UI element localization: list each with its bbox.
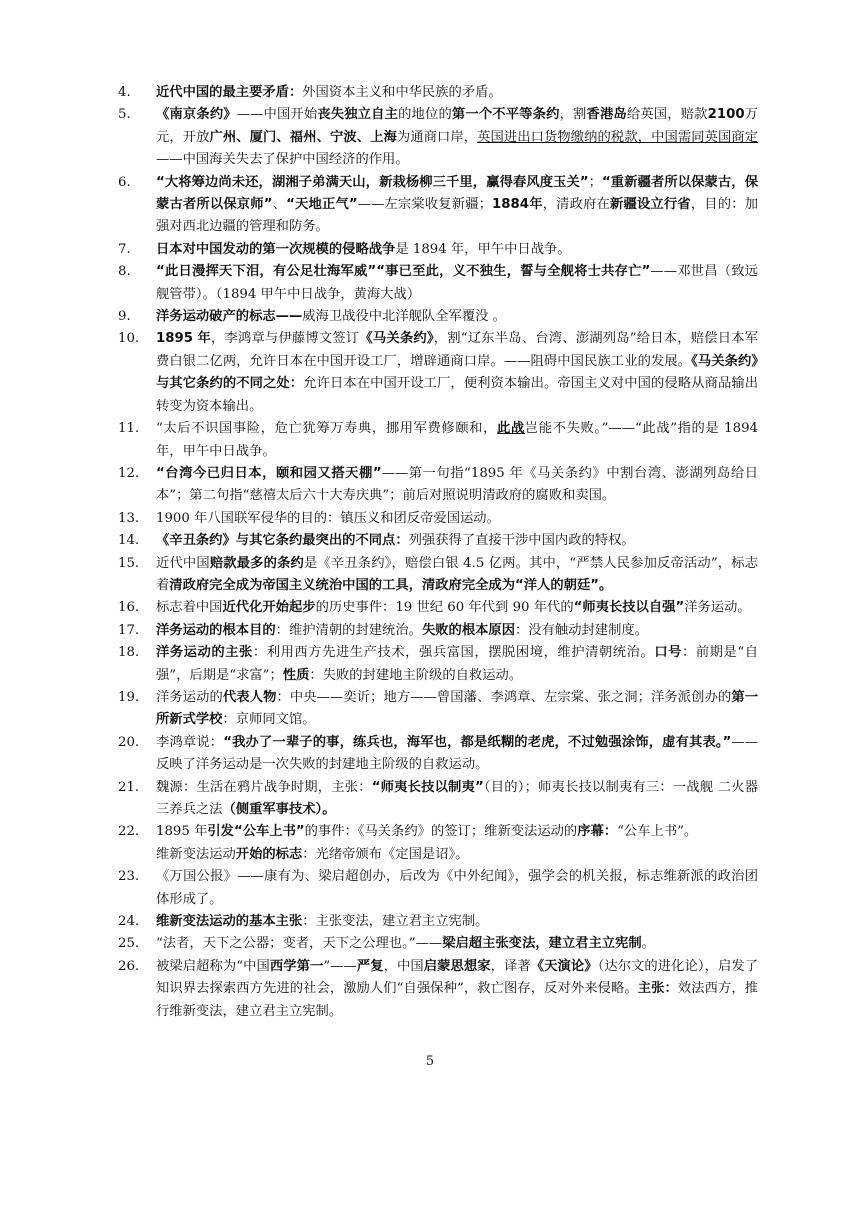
- bold-text: “此日漫挥天下泪，有公足壮海军威”: [156, 264, 377, 280]
- text-segment: 。: [641, 936, 655, 952]
- item-number: 16.: [118, 600, 140, 616]
- bold-text: “我办了一辈子的事，练兵也，海军也，都是纸糊的老虎，不过勉强涂饰，虚有其表。”: [223, 734, 732, 750]
- text-segment: 列强获得了直接干涉中国内政的特权。: [408, 533, 635, 549]
- text-segment: 维新变法运动: [156, 846, 236, 862]
- text-segment: 魏源：生活在鸦片战争时期，主张：: [156, 779, 372, 795]
- bold-text: 《南京条约》: [156, 107, 237, 123]
- list-item: [118, 418, 758, 463]
- item-number: 26.: [118, 958, 140, 974]
- text-segment: 的事件：《马关条约》的签订；维新变法运动的: [304, 824, 578, 840]
- text-segment: ，目的：加强对西北边疆的管理和防务。: [156, 197, 758, 235]
- bold-text: “师夷长技以制夷”: [371, 779, 484, 795]
- bold-text: 赔款最多的条约: [209, 555, 304, 571]
- bold-text: “事已至此，义不独生，誓与全舰将士共存亡”: [376, 264, 651, 280]
- bold-text: 第一个不平等条约: [451, 107, 560, 123]
- bold-text: 丧失独立自主: [317, 107, 399, 123]
- text-segment: ：主张变法，建立君主立宪制。: [302, 914, 489, 930]
- item-number: 7.: [118, 241, 131, 257]
- list-item: [118, 620, 758, 642]
- text-segment: ，割: [559, 107, 587, 123]
- text-segment: 的地位的: [398, 107, 452, 123]
- item-number: 19.: [118, 689, 140, 705]
- item-number: 13.: [118, 510, 140, 526]
- list-item: [118, 866, 758, 911]
- bold-text: “大将筹边尚未还，湖湘子弟满天山，新栽杨柳三千里，赢得春风度玉关”: [156, 174, 589, 190]
- bold-text: 性质: [282, 667, 310, 683]
- list-item: [118, 732, 758, 777]
- bold-text: 开始的标志: [235, 846, 303, 862]
- item-number: 8.: [118, 264, 131, 280]
- page-number: 5: [425, 1054, 435, 1069]
- text-segment: ，李鸿章与伊藤博文签订: [210, 331, 360, 347]
- text-segment: 给英国，赔款: [626, 107, 708, 123]
- list-item: [118, 239, 758, 261]
- text-segment: 是《辛丑条约》，赔偿白银 4.5 亿两。其中，“严禁人民参加反帝活动”，标志着: [156, 555, 759, 593]
- bold-text: 香港岛: [586, 107, 627, 123]
- item-number: 6.: [118, 174, 131, 190]
- bold-text: 维新变法运动的基本主张: [156, 914, 303, 930]
- item-number: 12.: [118, 465, 140, 481]
- text-segment: 1895 年: [156, 824, 208, 840]
- text-segment: ”——: [323, 958, 357, 974]
- item-number: 22.: [118, 824, 140, 840]
- text-segment: 英国进出口货物缴纳的税款，中国需同英国商定: [477, 129, 759, 145]
- text-segment: ——左宗棠收复新疆；: [357, 197, 493, 213]
- text-segment: 1900 年八国联军侵华的目的：镇压义和团反帝爱国运动。: [156, 510, 500, 526]
- bold-text: 严复: [356, 958, 384, 974]
- item-number: 24.: [118, 914, 140, 930]
- text-segment: 洋务运动。: [684, 600, 751, 616]
- text-segment: ：京师同文馆。: [222, 712, 316, 728]
- bold-text: 年: [197, 331, 211, 347]
- bold-text: 近代化开始起步: [222, 600, 316, 616]
- text-segment: 威海卫战役中北洋舰队全军覆没 。: [302, 309, 506, 325]
- item-number: 20.: [118, 734, 140, 750]
- text-segment: ，译著: [490, 958, 531, 974]
- text-segment: ；: [588, 174, 602, 190]
- text-segment: ——反映了洋务运动是一次失败的封建地主阶级的自救运动。: [156, 734, 759, 773]
- bold-text: 日本对中国发动的第一次规模的侵略战争: [156, 241, 396, 257]
- text-segment: ：中央——奕䜣；地方——曾国藩、李鸿章、左宗棠、张之洞；洋务派创办的: [276, 689, 732, 705]
- list-item: [118, 597, 758, 619]
- text-segment: 标志着中国: [156, 600, 223, 616]
- bold-text: 第一所新式学校: [156, 689, 759, 728]
- list-item: [118, 261, 758, 306]
- text-segment: ：没有触动封建制度。: [515, 622, 648, 638]
- text-segment: 效法西方，推行维新变法，建立君主立宪制。: [156, 981, 759, 1019]
- text-segment: “公车上书”。: [617, 824, 698, 840]
- text-segment: ：利用西方先进生产技术，强兵富国，摆脱困境，维护清朝统治。: [252, 645, 655, 661]
- list-item: [118, 956, 758, 1023]
- text-segment: ，割“辽东半岛、台湾、澎湖列岛”给日本，赔偿日本军费白银二亿两，允许日本在中国开设工厂，增辟通商口岸。——阻碍中国民族工业的发展。: [156, 331, 758, 369]
- bold-text: 《马关条约》: [359, 331, 434, 347]
- text-segment: ：维护清朝的封建统治。: [275, 622, 422, 638]
- text-segment: ——中国海关失去了保护中国经济的作用。: [156, 152, 409, 168]
- list-item: [118, 777, 758, 822]
- text-segment: 允许日本在中国开设工厂，便利资本输出。帝国主义对中国的侵略从商品输出转变为资本输出。: [156, 376, 759, 414]
- text-segment: 外国资本主义和中华民族的矛盾。: [302, 85, 502, 100]
- text-segment: ——第一句指“1895 年《马关条约》中割台湾、澎湖列岛给日本”；第二句指“慈禧太后六十大寿庆典”；前后对照说明清政府的腐败和卖国。: [156, 465, 758, 504]
- bold-text: 1884: [492, 197, 530, 213]
- bold-text: 失败的根本原因: [421, 622, 516, 638]
- bold-text: “台湾今已归日本，颐和园又搭天棚”: [156, 465, 382, 481]
- list-item: [118, 553, 758, 598]
- bold-text: 此战: [497, 421, 525, 437]
- bold-text: “重新疆者所以保蒙古，保蒙古者所以保京师”: [156, 174, 758, 213]
- list-item: [118, 104, 758, 171]
- bold-text: 清政府完全成为帝国主义统治中国的工具，清政府完全成为“洋人的朝廷”。: [169, 577, 613, 593]
- bold-text: 梁启超主张变法，建立君主立宪制: [442, 936, 642, 952]
- text-segment: 、: [272, 197, 287, 213]
- list-item: [118, 530, 758, 552]
- text-segment: 为通商口岸，: [396, 129, 478, 145]
- bold-text: 《天演论》: [530, 958, 598, 974]
- list-item: [118, 821, 758, 866]
- text-segment: ，清政府在: [542, 197, 611, 213]
- item-number: 5.: [118, 107, 131, 123]
- bold-text: 启蒙思想家: [423, 958, 491, 974]
- text-segment: 李鸿章说：: [156, 734, 224, 750]
- item-number: 18.: [118, 645, 140, 661]
- text-segment: 《万国公报》——康有为、梁启超创办，后改为《中外纪闻》，强学会的机关报，标志维新派的政治团体形成了。: [156, 869, 758, 907]
- text-segment: 被梁启超称为“中国: [156, 958, 270, 974]
- bold-text: （侧重军事技术）。: [222, 802, 336, 817]
- text-segment: “太后不识国事险，危亡犹筹万寿典，挪用军费修颐和，: [156, 421, 498, 437]
- bold-text: 口号: [654, 645, 682, 661]
- bold-text: 1895: [156, 331, 194, 347]
- bold-text: 西学第一: [269, 958, 324, 974]
- list-item: [118, 933, 758, 955]
- item-number: 21.: [118, 779, 140, 795]
- text-segment: ，中国: [383, 958, 424, 974]
- text-segment: （达尔文的进化论），启发了知识界去探索西方先进的社会，激励人们“自强保种”，救亡图存，反对外来侵略。: [156, 958, 759, 997]
- item-number: 10.: [118, 331, 140, 347]
- list-item: [118, 911, 758, 933]
- bold-text: 引发“公车上书”: [207, 824, 305, 840]
- bold-text: 主张：: [637, 981, 678, 997]
- numbered-list: [118, 82, 758, 1023]
- list-item: [118, 463, 758, 508]
- text-segment: ——邓世昌（致远舰管带）。（1894 甲午中日战争，黄海大战）: [156, 264, 759, 302]
- list-item: [118, 306, 758, 328]
- text-segment: ：失败的封建地主阶级的自救运动。: [309, 667, 523, 683]
- bold-text: 代表人物: [222, 689, 277, 705]
- bold-text: 序幕：: [577, 824, 618, 840]
- list-item: [118, 172, 758, 239]
- bold-text: 《马关条约》与其它条约的不同之处：: [156, 353, 759, 392]
- text-segment: “法者，天下之公器；变者，天下之公理也。”——: [156, 936, 443, 952]
- item-number: 23.: [118, 869, 140, 885]
- bold-text: 洋务运动的主张: [156, 645, 253, 661]
- text-segment: ：光绪帝颁布《定国是诏》。: [302, 846, 469, 862]
- list-item: [118, 328, 758, 418]
- item-number: 9.: [118, 309, 131, 325]
- item-number: 17.: [118, 622, 140, 638]
- item-number: 11.: [118, 421, 140, 437]
- bold-text: 新疆设立行省: [610, 197, 691, 213]
- bold-text: “天地正气”: [286, 197, 358, 213]
- text-segment: 近代中国: [156, 555, 210, 571]
- item-number: 15.: [118, 555, 140, 571]
- text-segment: ：前期是“自强”，后期是“求富”；: [156, 645, 759, 683]
- list-item: [118, 508, 758, 530]
- bold-text: 洋务运动的根本目的: [156, 622, 276, 638]
- bold-text: 《辛丑条约》与其它条约最突出的不同点：: [156, 533, 409, 549]
- text-segment: ——中国开始: [236, 107, 318, 123]
- text-segment: （目的）；师夷长技以制夷有三：一战舰 二火器 三养兵之法: [156, 779, 758, 817]
- text-segment: 是 1894 年，甲午中日战争。: [395, 241, 571, 257]
- bold-text: 洋务运动破产的标志——: [156, 309, 303, 325]
- item-number: 4.: [118, 85, 131, 100]
- bold-text: 广州、厦门、福州、宁波、上海: [209, 129, 397, 145]
- item-number: 25.: [118, 936, 140, 952]
- bold-text: 近代中国的最主要矛盾：: [156, 85, 303, 100]
- list-item: [118, 82, 758, 104]
- text-segment: 的历史事件：19 世纪 60 年代到 90 年代的: [315, 600, 574, 616]
- text-segment: 万元，开放: [156, 107, 759, 145]
- text-segment: 岂能不失败。”——“此战”指的是 1894 年，甲午中日战争。: [156, 421, 758, 459]
- bold-text: 年: [529, 197, 543, 213]
- list-item: [118, 642, 758, 687]
- bold-text: 2100: [707, 107, 745, 123]
- bold-text: “师夷长技以自强”: [573, 600, 685, 616]
- text-segment: 洋务运动的: [156, 689, 223, 705]
- list-item: [118, 687, 758, 732]
- item-number: 14.: [118, 533, 140, 549]
